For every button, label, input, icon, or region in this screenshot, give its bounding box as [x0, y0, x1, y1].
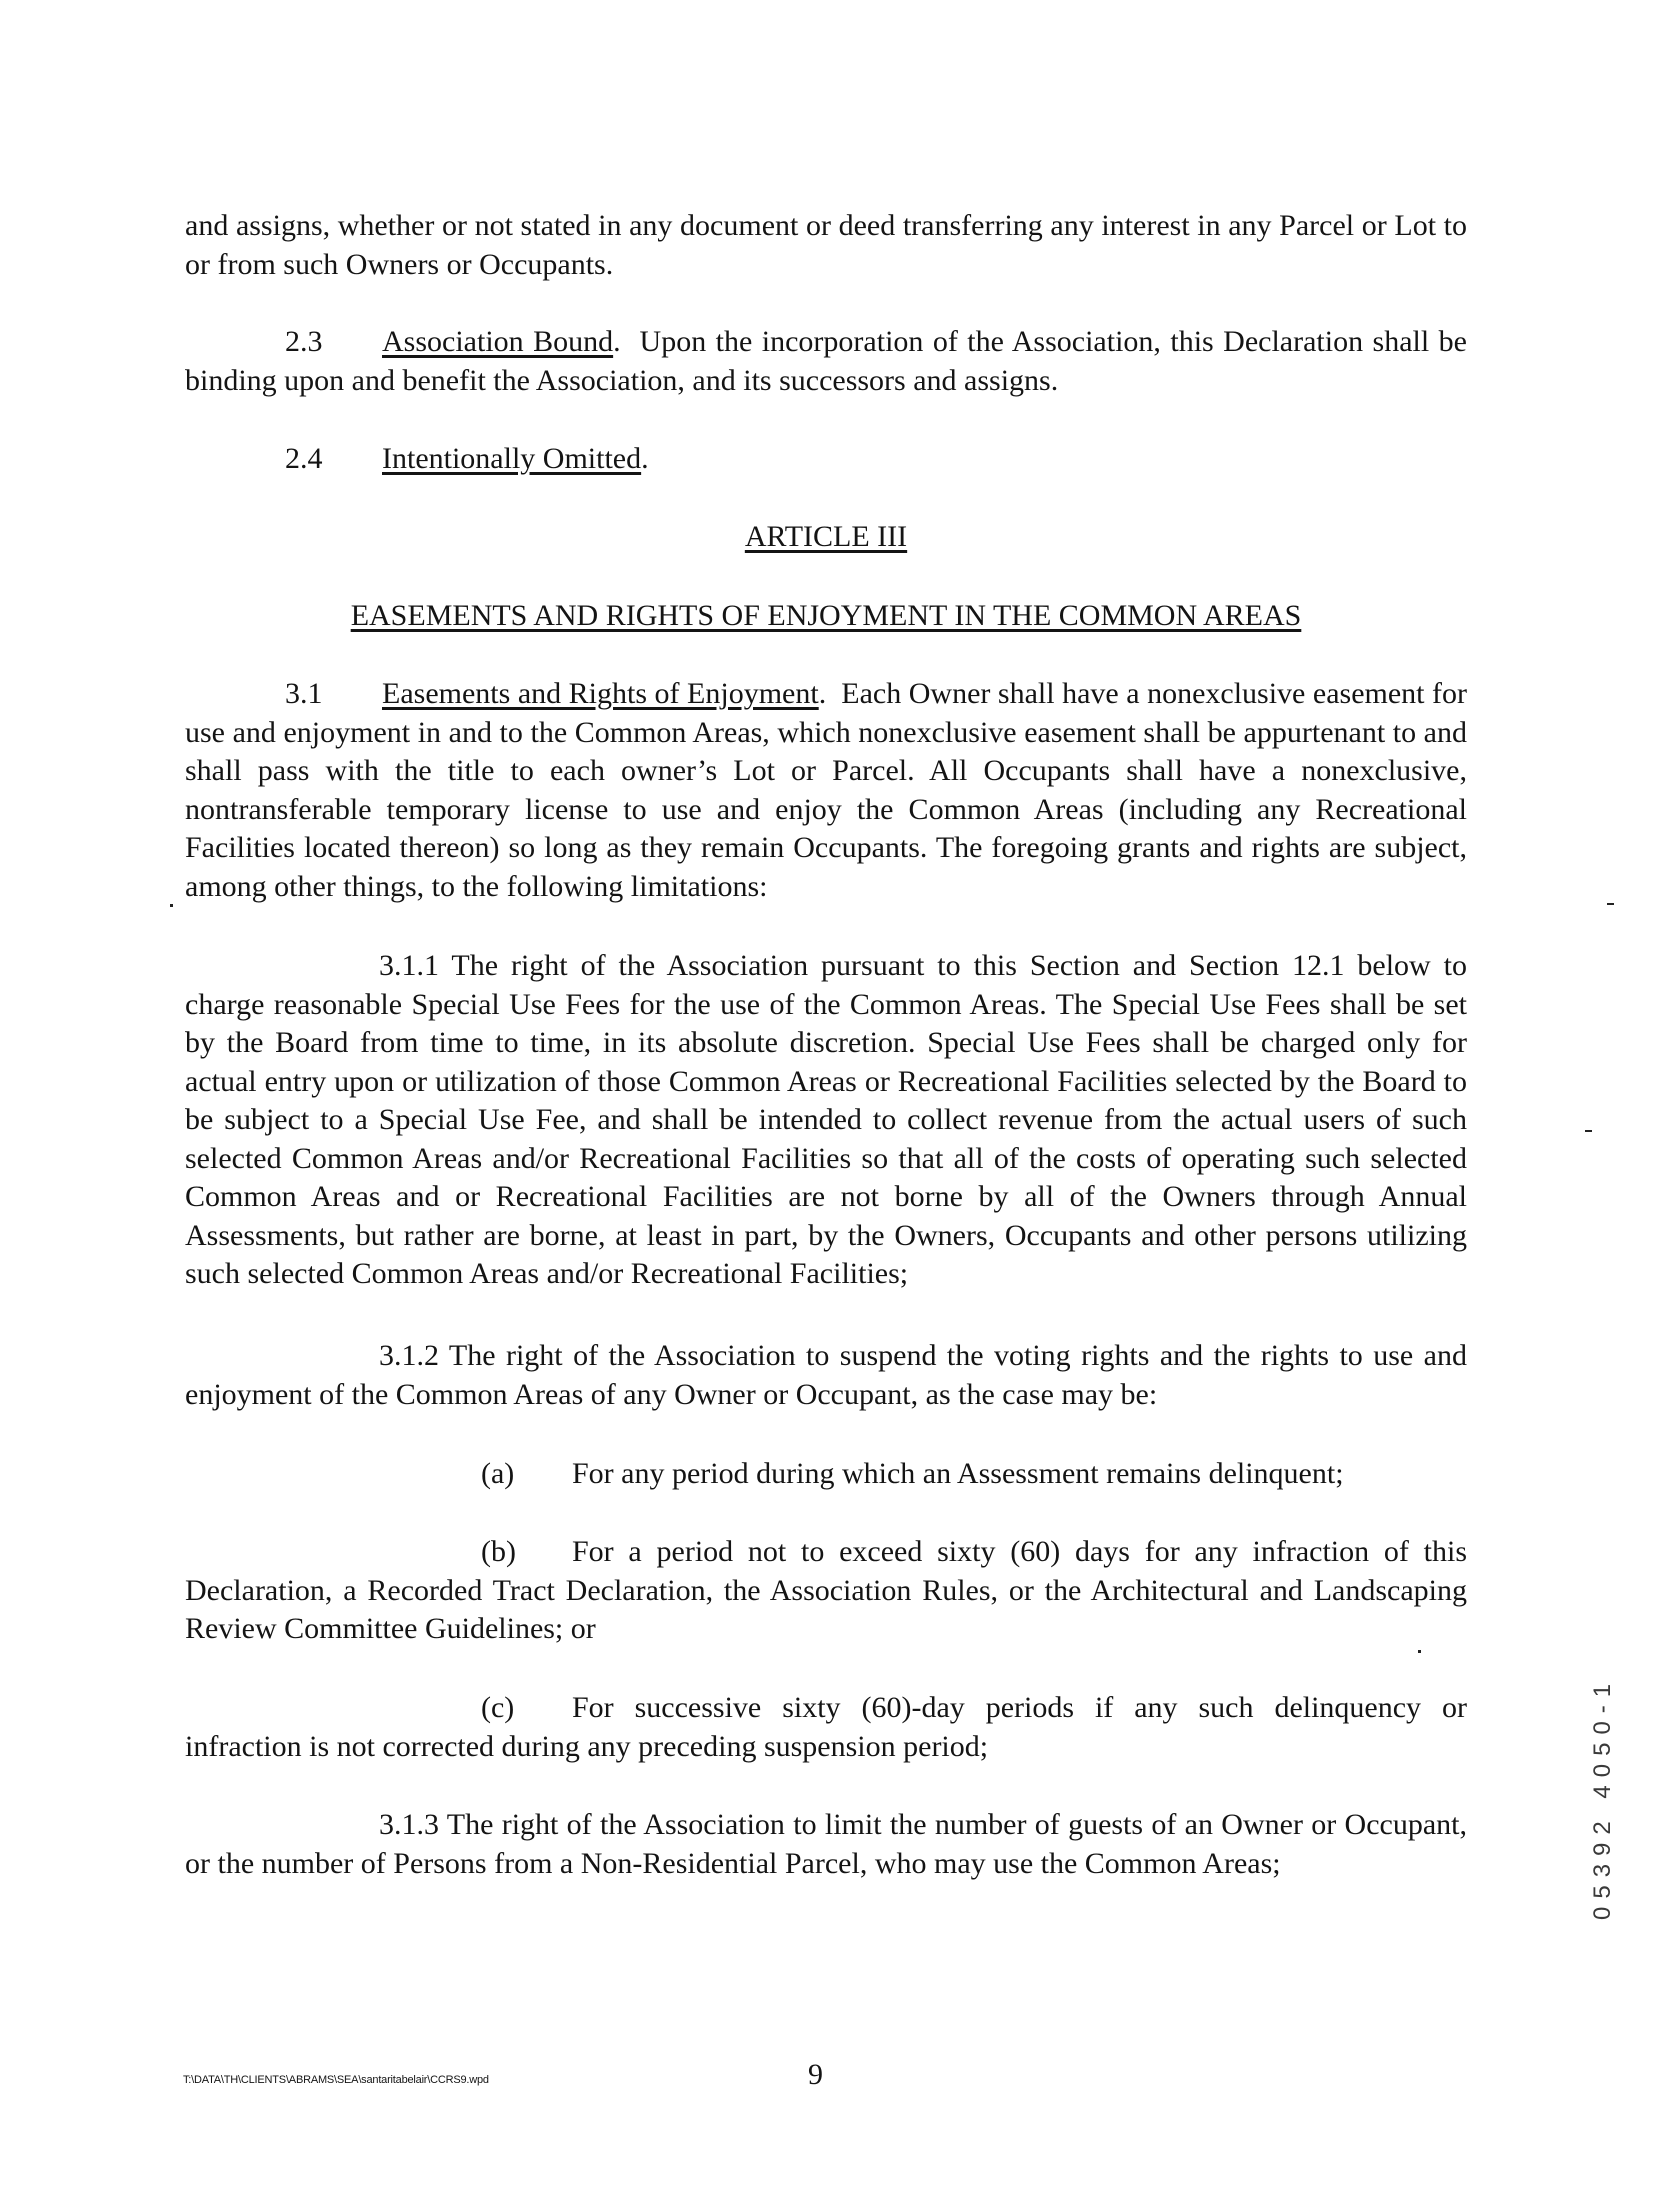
margin-stamp-text: 05392 4050-1 [1589, 1675, 1616, 1920]
section-2-3-text: Upon the incorporation of the Association, this Declaration shall be binding upon and benefit the Association, and its successors and assigns. [185, 325, 1467, 397]
item-c [185, 1689, 1467, 1766]
scan-speck [1585, 1130, 1592, 1132]
section-3-1-1-number: 3.1.1 [379, 949, 439, 982]
item-b-text: For a period not to exceed sixty (60) days for any infraction of this Declaration, a Recorded Tract Declaration, the Association Rules, or the Architectural and Landscaping Review Committee Guidelines; or [185, 1535, 1467, 1645]
item-b-label: (b) [481, 1535, 516, 1568]
item-a-label: (a) [481, 1457, 515, 1490]
section-2-4-number: 2.4 [285, 442, 323, 475]
section-3-1-3-text: The right of the Association to limit the number of guests of an Owner or Occupant, or the number of Persons from a Non-Residential Parcel, who may use the Common Areas; [185, 1808, 1467, 1880]
footer-file-path: T:\DATA\TH\CLIENTS\ABRAMS\SEA\santaritabelair\CCRS9.wpd [183, 2074, 489, 2086]
article-title: ARTICLE III [744, 520, 908, 553]
section-2-3-heading: Association Bound [382, 325, 614, 358]
section-3-1-1-text: The right of the Association pursuant to this Section and Section 12.1 below to charge reasonable Special Use Fees for the use of the Common Areas. The Special Use Fees shall be set by the Board from time to time, in its absolute discretion. Special Use Fees shall be charged only for actual entry upon or utilization of those Common Areas or Recreational Facilities selected by the Board to be subject to a Special Use Fee, and shall be intended to collect revenue from the actual users of such selected Common Areas and/or Recreational Facilities so that all of the costs of operating such selected Common Areas and or Recreational Facilities are not borne by all of the Owners through Annual Assessments, but rather are borne, at least in part, by the Owners, Occupants and other persons utilizing such selected Common Areas and/or Recreational Facilities; [185, 949, 1467, 1290]
section-3-1-2 [185, 1337, 1467, 1414]
scan-speck [1418, 1650, 1421, 1653]
item-a-text: For any period during which an Assessment remains delinquent; [572, 1457, 1344, 1490]
section-3-1-1 [185, 947, 1467, 1294]
continuation-paragraph [185, 207, 1467, 284]
section-3-1: 3.1 Easements and Rights of Enjoyment. Each Owner shall have a nonexclusive easement for use and enjoyment in and to the Common Areas, which nonexclusive easement shall be appurtenant to and shall pass with the title to each owner’s Lot or Parcel. All Occupants shall have a nonexclusive, nontransferable temporary license to use and enjoy the Common Areas (including any Recreational Facilities located thereon) so long as they remain Occupants. The foregoing grants and rights are subject, among other things, to the following limitations: [185, 677, 1468, 903]
section-3-1-number: 3.1 [285, 677, 323, 710]
section-2-3-number: 2.3 [285, 325, 323, 358]
page-number: 9 [808, 2058, 823, 2091]
margin-recording-stamp [1585, 1580, 1615, 2020]
section-2-4-heading: Intentionally Omitted [382, 442, 642, 475]
section-3-1-text: Each Owner shall have a nonexclusive easement for use and enjoyment in and to the Common Areas, which nonexclusive easement shall be appurtenant to and shall pass with the title to each owner’s Lot or Parcel. All Occupants shall have a nonexclusive, nontransferable temporary license to use and enjoy the Common Areas (including any Recreational Facilities located thereon) so long as they remain Occupants. The foregoing grants and rights are subject, among other things, to the following limitations: [185, 677, 1468, 903]
item-c-label: (c) [481, 1691, 515, 1724]
section-3-1-3 [185, 1806, 1467, 1883]
section-2-4: 2.4 Intentionally Omitted. [185, 440, 1467, 479]
scan-speck [170, 904, 173, 907]
section-3-1-2-number: 3.1.2 [379, 1339, 439, 1372]
continuation-text: and assigns, whether or not stated in any document or deed transferring any interest in any Parcel or Lot to or from such Owners or Occupants. [185, 209, 1467, 281]
section-3-1-3-number: 3.1.3 [379, 1808, 439, 1841]
item-a [185, 1455, 1467, 1494]
item-b [185, 1533, 1467, 1649]
section-3-1-2-text: The right of the Association to suspend the voting rights and the rights to use and enjoyment of the Common Areas of any Owner or Occupant, as the case may be: [185, 1339, 1467, 1411]
article-subtitle: EASEMENTS AND RIGHTS OF ENJOYMENT IN THE COMMON AREAS [350, 599, 1302, 632]
item-c-text: For successive sixty (60)-day periods if any such delinquency or infraction is not corrected during any preceding suspension period; [185, 1691, 1467, 1763]
section-2-3: 2.3 Association Bound. Upon the incorporation of the Association, this Declaration shall be binding upon and benefit the Association, and its successors and assigns. [185, 325, 1467, 397]
section-3-1-heading: Easements and Rights of Enjoyment [382, 677, 819, 710]
scan-speck [1607, 903, 1614, 905]
